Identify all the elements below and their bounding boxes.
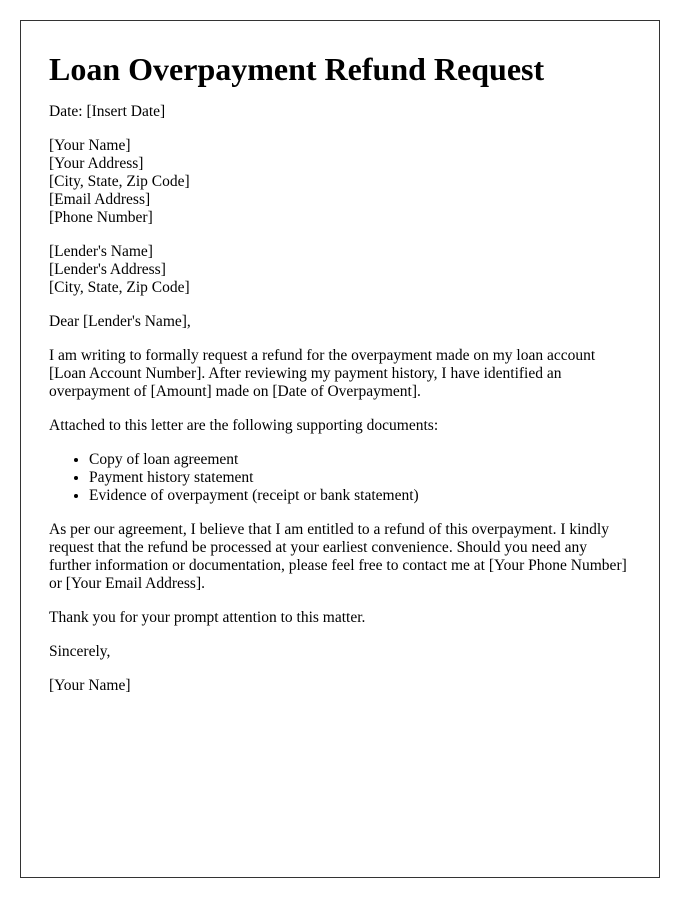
recipient-city-state-zip: [City, State, Zip Code] xyxy=(49,279,190,296)
closing: Sincerely, xyxy=(49,643,111,660)
body-paragraph-entitlement: As per our agreement, I believe that I am entitled to a refund of this overpayment. I kindly request that the refund be processed at your earliest convenience. Should you need any further information or documentation, please feel free to contact me at [Your Phone Number] or [Your Email Address]. xyxy=(49,521,627,592)
supporting-documents-list xyxy=(49,451,631,505)
recipient-address-block xyxy=(49,243,631,297)
list-item: • Evidence of overpayment (receipt or bank statement) xyxy=(89,487,631,505)
list-item: • Payment history statement xyxy=(89,469,631,487)
sender-name: [Your Name] xyxy=(49,137,131,154)
sender-email: [Email Address] xyxy=(49,191,151,208)
salutation: Dear [Lender's Name], xyxy=(49,313,191,330)
letter-title: Loan Overpayment Refund Request xyxy=(49,51,545,87)
body-paragraph-attachments: Attached to this letter are the following supporting documents: xyxy=(49,417,439,434)
sender-address-block xyxy=(49,137,631,227)
recipient-name: [Lender's Name] xyxy=(49,243,153,260)
sender-address: [Your Address] xyxy=(49,155,144,172)
date-line: Date: [Insert Date] xyxy=(49,103,166,120)
sender-phone: [Phone Number] xyxy=(49,209,153,226)
letter-page xyxy=(20,20,660,878)
signature: [Your Name] xyxy=(49,677,131,694)
body-paragraph-request: I am writing to formally request a refund for the overpayment made on my loan account [Loan Account Number]. After reviewing my payment history, I have identified an overpayment of [Amount] made on [Date of Overpayment]. xyxy=(49,347,596,400)
sender-city-state-zip: [City, State, Zip Code] xyxy=(49,173,190,190)
recipient-address: [Lender's Address] xyxy=(49,261,166,278)
thanks-line: Thank you for your prompt attention to this matter. xyxy=(49,609,366,626)
list-item: • Copy of loan agreement xyxy=(89,451,631,469)
